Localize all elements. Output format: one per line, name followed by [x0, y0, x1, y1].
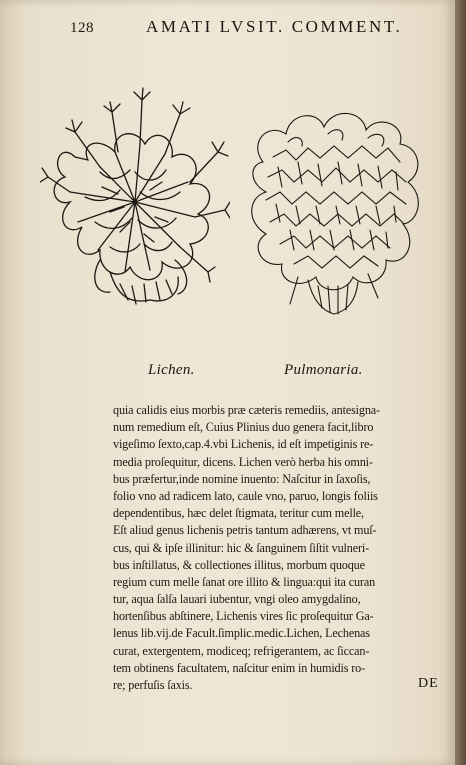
text-line: quia calidis eius morbis præ cæteris remediis, antesigna-: [113, 403, 380, 417]
caption-pulmonaria: Pulmonaria.: [284, 362, 363, 378]
text-line: num remedium eſt, Cuius Plinius duo genera facit,libro: [113, 420, 374, 435]
catchword: DE: [418, 676, 439, 691]
lichen-woodcut-icon: [40, 72, 230, 322]
text-line: folio vno ad radicem lato, caule vno, paruo, longis foliis: [113, 488, 378, 503]
woodcut-plate: [40, 72, 430, 322]
text-line: lenus lib.vij.de Facult.ſimplic.medic.Lichen, Lechenas: [113, 626, 370, 641]
text-line: regium cum melle ſanat ore illito & lingua:qui ita curan: [113, 574, 376, 589]
page-number: 128: [70, 20, 94, 36]
body-text: [113, 402, 443, 694]
text-line: Eſt aliud genus lichenis petris tantum adhærens, vt muſ-: [113, 523, 377, 538]
page-edge: [455, 0, 466, 765]
text-line: media proſequitur, dicens. Lichen verò herba his omni-: [113, 454, 373, 469]
text-line: dependentibus, hæc delet ſtigmata, teritur cum melle,: [113, 506, 364, 521]
page-header: [0, 14, 455, 44]
text-line: bus inſtillatus, & collectiones illitus, morbum quoque: [113, 557, 365, 572]
caption-lichen: Lichen.: [148, 362, 195, 378]
text-line: cus, qui & ipſe illinitur: hic & ſanguinem ſiſtit vulneri-: [113, 540, 370, 555]
running-title: AMATI LVSIT. COMMENT.: [146, 17, 403, 36]
text-line: hortenſibus abſtinere, Lichenis vires ſic proſequitur Ga-: [113, 609, 374, 624]
text-line: tem obtinens facultatem, naſcitur enim in humidis ro-: [113, 660, 365, 675]
text-line: bus præfertur,inde nomine inuento: Naſcitur in ſaxoſis,: [113, 471, 371, 486]
pulmonaria-woodcut-icon: [238, 72, 428, 322]
text-line: curat, extergentem, modiceq; refrigerantem, ac ſiccan-: [113, 643, 370, 658]
text-line: vigeſimo ſexto,cap.4.vbi Lichenis, id eſt impetiginis re-: [113, 437, 374, 452]
text-line: re; perfuſis ſaxis.: [113, 678, 193, 692]
text-line: tur, aqua ſalſa lauari iubentur, vngi oleo amygdalino,: [113, 592, 361, 607]
